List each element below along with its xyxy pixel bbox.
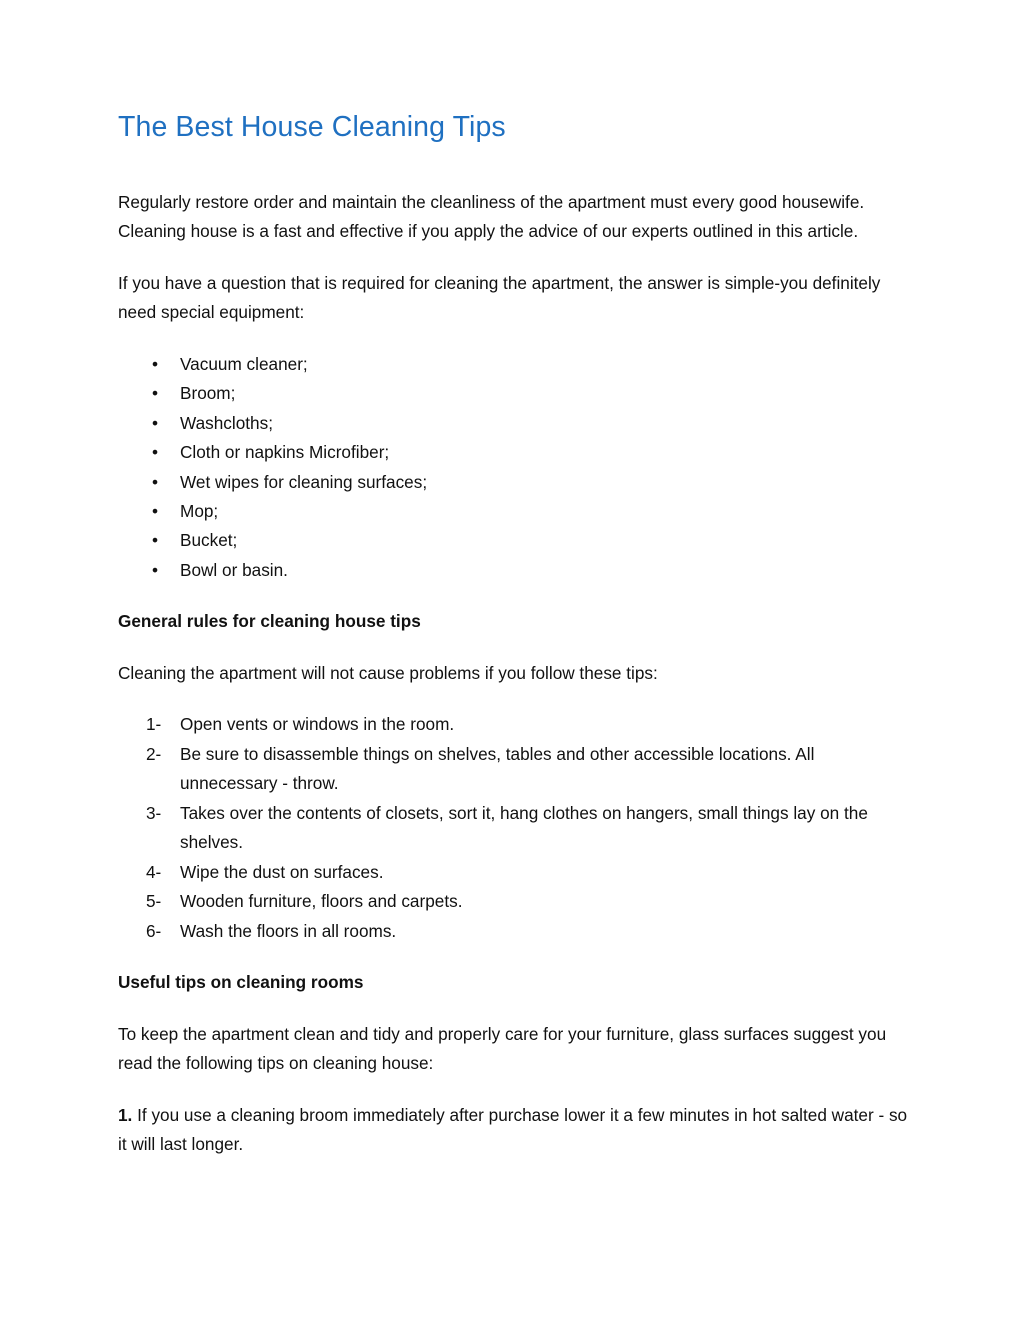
list-item	[118, 917, 908, 947]
list-item	[118, 710, 908, 740]
list-item	[118, 526, 908, 555]
list-item	[118, 497, 908, 526]
section-heading-general-rules: General rules for cleaning house tips	[118, 611, 421, 632]
list-marker: 5-	[146, 891, 162, 912]
document-content	[118, 112, 908, 1182]
list-item-label: Bucket;	[180, 530, 238, 551]
bullet-icon: •	[152, 530, 159, 551]
tip-text: If you use a cleaning broom immediately after purchase lower it a few minutes in hot salted water - so it will last longer.	[118, 1104, 908, 1155]
useful-tip-1	[118, 1101, 908, 1160]
equipment-list	[118, 350, 908, 585]
bullet-icon: •	[152, 442, 159, 463]
list-item	[118, 468, 908, 497]
bullet-icon: •	[152, 559, 159, 580]
bullet-icon: •	[152, 412, 159, 433]
list-item	[118, 799, 908, 858]
tip-number: 1.	[118, 1104, 133, 1125]
list-item-label: Wipe the dust on surfaces.	[180, 861, 384, 882]
list-item-label: Mop;	[180, 500, 219, 521]
bullet-icon: •	[152, 500, 159, 521]
list-marker: 3-	[146, 802, 162, 823]
general-rules-intro: Cleaning the apartment will not cause problems if you follow these tips:	[118, 662, 658, 683]
bullet-icon: •	[152, 471, 159, 492]
list-item-label: Vacuum cleaner;	[180, 353, 308, 374]
list-item-label: Washcloths;	[180, 412, 273, 433]
list-item	[118, 409, 908, 438]
list-item-label: Broom;	[180, 383, 236, 404]
list-item-label: Bowl or basin.	[180, 559, 288, 580]
bullet-icon: •	[152, 383, 159, 404]
list-item	[118, 858, 908, 888]
section-heading-useful-tips: Useful tips on cleaning rooms	[118, 972, 364, 993]
intro-paragraph-1: Regularly restore order and maintain the cleanliness of the apartment must every good housewife. Cleaning house is a fast and effective if you apply the advice of our experts outlined in this article.	[118, 191, 865, 242]
useful-tips-intro: To keep the apartment clean and tidy and properly care for your furniture, glass surfaces suggest you read the following tips on cleaning house:	[118, 1023, 887, 1074]
list-item-label: Takes over the contents of closets, sort it, hang clothes on hangers, small things lay on the shelves.	[180, 802, 868, 853]
intro-paragraph-2: If you have a question that is required for cleaning the apartment, the answer is simple-you definitely need special equipment:	[118, 272, 881, 323]
list-item-label: Wash the floors in all rooms.	[180, 920, 397, 941]
general-rules-list	[118, 710, 908, 946]
list-marker: 1-	[146, 714, 162, 735]
list-item-label: Be sure to disassemble things on shelves, tables and other accessible locations. All unnecessary - throw.	[180, 743, 815, 794]
list-marker: 6-	[146, 920, 162, 941]
list-item-label: Cloth or napkins Microfiber;	[180, 442, 390, 463]
bullet-icon: •	[152, 353, 159, 374]
list-item-label: Wet wipes for cleaning surfaces;	[180, 471, 428, 492]
list-item	[118, 350, 908, 379]
list-item-label: Open vents or windows in the room.	[180, 714, 455, 735]
page-title: The Best House Cleaning Tips	[118, 111, 506, 143]
list-marker: 4-	[146, 861, 162, 882]
list-item	[118, 740, 908, 799]
list-item	[118, 379, 908, 408]
list-item	[118, 438, 908, 467]
list-item	[118, 556, 908, 585]
list-marker: 2-	[146, 743, 162, 764]
list-item-label: Wooden furniture, floors and carpets.	[180, 891, 463, 912]
list-item	[118, 887, 908, 917]
